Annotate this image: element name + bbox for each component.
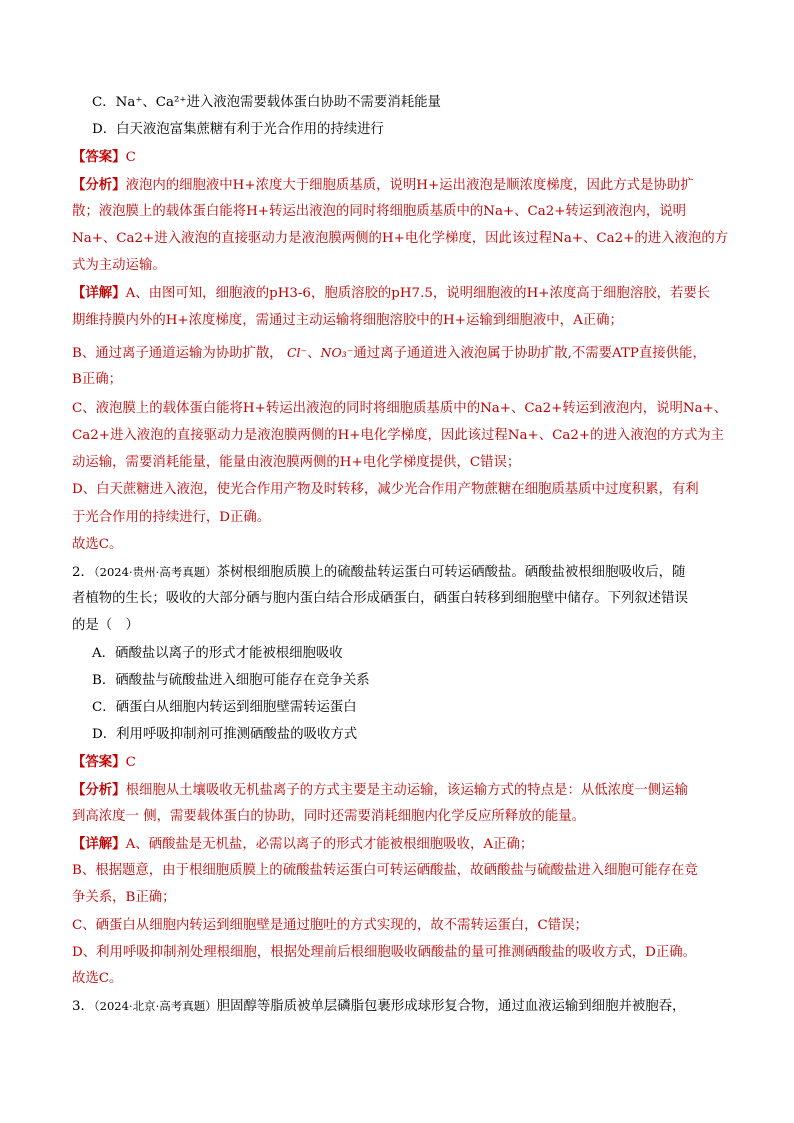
q2-detail-b-line-2: 争关系，B正确； bbox=[72, 890, 176, 905]
separator: 、 bbox=[307, 346, 321, 361]
answer-tag: 【答案】 bbox=[72, 754, 126, 770]
q1-option-c: C．Na⁺、Ca²⁺进入液泡需要载体蛋白协助不需要消耗能量 bbox=[92, 95, 441, 110]
q1-detail-c-line-3: 动运输，需要消耗能量，能量由液泡膜两侧的H+电化学梯度提供，C错误； bbox=[72, 455, 521, 470]
q2-detail-b-line-1: B、根据题意，由于根细胞质膜上的硫酸盐转运蛋白可转运硒酸盐，故硒酸盐与硫酸盐进入细胞可能存在竞 bbox=[72, 863, 698, 878]
answer-tag: 【答案】 bbox=[72, 149, 126, 165]
q2-detail-c: C、硒蛋白从细胞内转运到细胞壁是通过胞吐的方式实现的，故不需转运蛋白，C错误； bbox=[72, 918, 588, 933]
question-number: 2． bbox=[72, 565, 94, 580]
q1-analysis-line-1 bbox=[72, 175, 694, 196]
q1-detail-d-line-1: D、白天蔗糖进入液泡，使光合作用产物及时转移，减少光合作用产物蔗糖在细胞质基质中过度积累，有利 bbox=[72, 482, 699, 497]
analysis-text: 液泡内的细胞液中H+浓度大于细胞质基质，说明H+运出液泡是顺浓度梯度，因此方式是协助扩 bbox=[125, 178, 694, 193]
answer-value: C bbox=[125, 755, 136, 770]
q2-stem-line-2: 者植物的生长；吸收的大部分硒与胞内蛋白结合形成硒蛋白，硒蛋白转移到细胞壁中储存。下列叙述错误 bbox=[72, 591, 688, 606]
q2-detail-a bbox=[72, 834, 533, 855]
q1-answer bbox=[72, 147, 136, 168]
q2-option-c: C．硒蛋白从细胞内转运到细胞壁需转运蛋白 bbox=[92, 700, 357, 715]
chloride-ion: Cl⁻ bbox=[286, 345, 308, 360]
q2-stem-line-1 bbox=[72, 562, 685, 583]
q1-analysis-line-4: 式为主动运输。 bbox=[72, 258, 166, 273]
detail-text: A、由图可知，细胞液的pH3-6，胞质溶胶的pH7.5，说明细胞液的H+浓度高于细胞溶胶，若要长 bbox=[125, 286, 711, 301]
q2-analysis-line-2: 到高浓度一 侧，需要载体蛋白的协助，同时还需要消耗细胞内化学反应所释放的能量。 bbox=[72, 809, 586, 824]
detail-b-text: B、通过离子通道运输为协助扩散， bbox=[72, 346, 283, 361]
q1-analysis-line-3: Na+、Ca2+进入液泡的直接驱动力是液泡膜两侧的H+电化学梯度，因此该过程Na+、Ca2+的进入液泡的方 bbox=[72, 231, 729, 246]
q1-detail-b-line-1 bbox=[72, 343, 706, 364]
analysis-tag: 【分析】 bbox=[72, 177, 126, 193]
analysis-tag: 【分析】 bbox=[72, 782, 126, 798]
q2-option-d: D．利用呼吸抑制剂可推测硒酸盐的吸收方式 bbox=[92, 727, 358, 742]
q1-detail-a-line-1 bbox=[72, 283, 710, 304]
detail-b-text: 通过离子通道进入液泡属于协助扩散,不需要ATP直接供能， bbox=[353, 346, 706, 361]
question-stem-text: 茶树根细胞质膜上的硫酸盐转运蛋白可转运硒酸盐。硒酸盐被根细胞吸收后，随 bbox=[216, 565, 686, 580]
q1-detail-a-line-2: 期维持膜内外的H+浓度梯度，需通过主动运输将细胞溶胶中的H+运输到细胞液中，A正确； bbox=[72, 313, 623, 328]
detail-tag: 【详解】 bbox=[72, 285, 126, 301]
analysis-text: 根细胞从土壤吸收无机盐离子的方式主要是主动运输，该运输方式的特点是：从低浓度一侧运输 bbox=[125, 783, 688, 798]
q1-detail-c-line-2: Ca2+进入液泡的直接驱动力是液泡膜两侧的H+电化学梯度，因此该过程Na+、Ca2+的进入液泡的方式为主 bbox=[72, 428, 724, 443]
answer-value: C bbox=[125, 150, 136, 165]
q2-option-a: A．硒酸盐以离子的形式才能被根细胞吸收 bbox=[92, 646, 343, 661]
q2-stem-line-3: 的是（ ） bbox=[72, 618, 139, 633]
q2-conclusion: 故选C。 bbox=[72, 971, 123, 986]
detail-tag: 【详解】 bbox=[72, 836, 126, 852]
q1-conclusion: 故选C。 bbox=[72, 537, 123, 552]
q3-stem-line-1 bbox=[72, 996, 685, 1017]
q1-detail-d-line-2: 于光合作用的持续进行，D正确。 bbox=[72, 510, 271, 525]
question-source: （2024·贵州·高考真题） bbox=[93, 565, 217, 579]
nitrate-ion: NO₃⁻ bbox=[320, 345, 354, 360]
q2-analysis-line-1 bbox=[72, 780, 688, 801]
question-stem-text: 胆固醇等脂质被单层磷脂包裹形成球形复合物，通过血液运输到细胞并被胞吞， bbox=[216, 999, 686, 1014]
q2-option-b: B．硒酸盐与硫酸盐进入细胞可能存在竞争关系 bbox=[92, 673, 370, 688]
q1-detail-b-line-2: B正确； bbox=[72, 372, 123, 387]
question-source: （2024·北京·高考真题） bbox=[93, 999, 217, 1013]
q1-analysis-line-2: 散；液泡膜上的载体蛋白能将H+转运出液泡的同时将细胞质基质中的Na+、Ca2+转运到液泡内，说明 bbox=[72, 204, 687, 219]
q1-option-d: D．白天液泡富集蔗糖有利于光合作用的持续进行 bbox=[92, 122, 384, 137]
detail-text: A、硒酸盐是无机盐，必需以离子的形式才能被根细胞吸收，A正确； bbox=[125, 837, 534, 852]
q2-answer bbox=[72, 752, 136, 773]
question-number: 3． bbox=[72, 999, 94, 1014]
q1-detail-c-line-1: C、液泡膜上的载体蛋白能将H+转运出液泡的同时将细胞质基质中的Na+、Ca2+转运到液泡内，说明Na+、 bbox=[72, 401, 728, 416]
q2-detail-d: D、利用呼吸抑制剂处理根细胞，根据处理前后根细胞吸收硒酸盐的量可推测硒酸盐的吸收方式，D正确。 bbox=[72, 945, 697, 960]
